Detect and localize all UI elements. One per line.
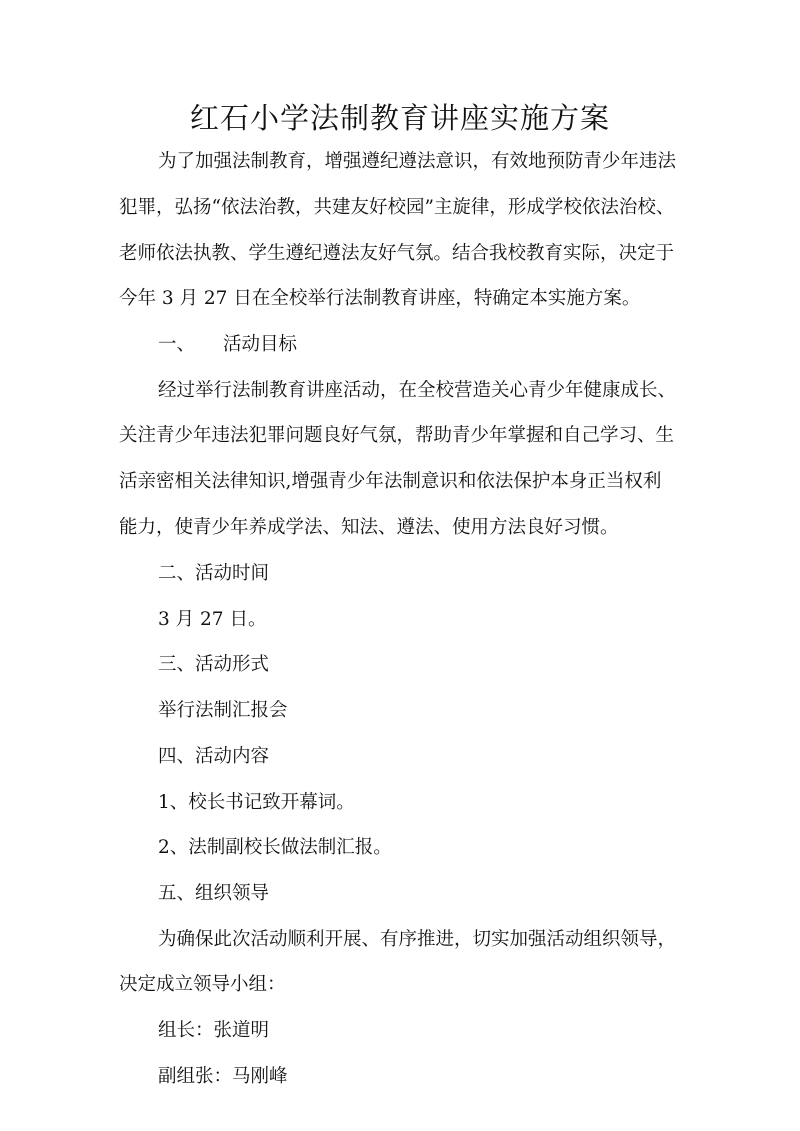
section-4-item-2: 2、法制副校长做法制汇报。 <box>158 837 392 858</box>
section-3-body: 举行法制汇报会 <box>158 700 288 721</box>
group-leader: 组长：张道明 <box>158 1020 270 1041</box>
section-2-body: 3 月 27 日。 <box>158 609 267 630</box>
section-3-heading: 三、活动形式 <box>158 654 270 675</box>
group-deputy: 副组张：马刚峰 <box>158 1066 288 1087</box>
goal-line-4: 能力，使青少年养成学法、知法、遵法、使用方法良好习惯。 <box>119 517 619 538</box>
intro-line-2: 犯罪，弘扬“依法治教，共建友好校园”主旋律，形成学校依法治校、 <box>119 197 675 218</box>
section-1-heading <box>158 331 297 359</box>
intro-line-4: 今年 3 月 27 日在全校举行法制教育讲座，特确定本实施方案。 <box>119 288 641 309</box>
goal-line-3: 活亲密相关法律知识,增强青少年法制意识和依法保护本身正当权利 <box>119 471 662 492</box>
intro-line-1: 为了加强法制教育，增强遵纪遵法意识，有效地预防青少年违法 <box>158 151 677 172</box>
section-1-number: 一、 <box>158 334 196 355</box>
leadership-line-1: 为确保此次活动顺利开展、有序推进，切实加强活动组织领导， <box>158 929 677 950</box>
goal-line-2: 关注青少年违法犯罪问题良好气氛，帮助青少年掌握和自己学习、生 <box>119 425 675 446</box>
section-2-heading: 二、活动时间 <box>158 563 270 584</box>
section-5-heading: 五、组织领导 <box>158 883 270 904</box>
section-1-title: 活动目标 <box>223 334 298 355</box>
section-4-heading: 四、活动内容 <box>158 746 270 767</box>
leadership-line-2: 决定成立领导小组： <box>119 974 286 995</box>
goal-line-1: 经过举行法制教育讲座活动，在全校营造关心青少年健康成长、 <box>158 380 677 401</box>
intro-line-3: 老师依法执教、学生遵纪遵法友好气氛。结合我校教育实际，决定于 <box>119 243 675 264</box>
document-title: 红石小学法制教育讲座实施方案 <box>189 101 610 135</box>
section-4-item-1: 1、校长书记致开幕词。 <box>158 792 355 813</box>
